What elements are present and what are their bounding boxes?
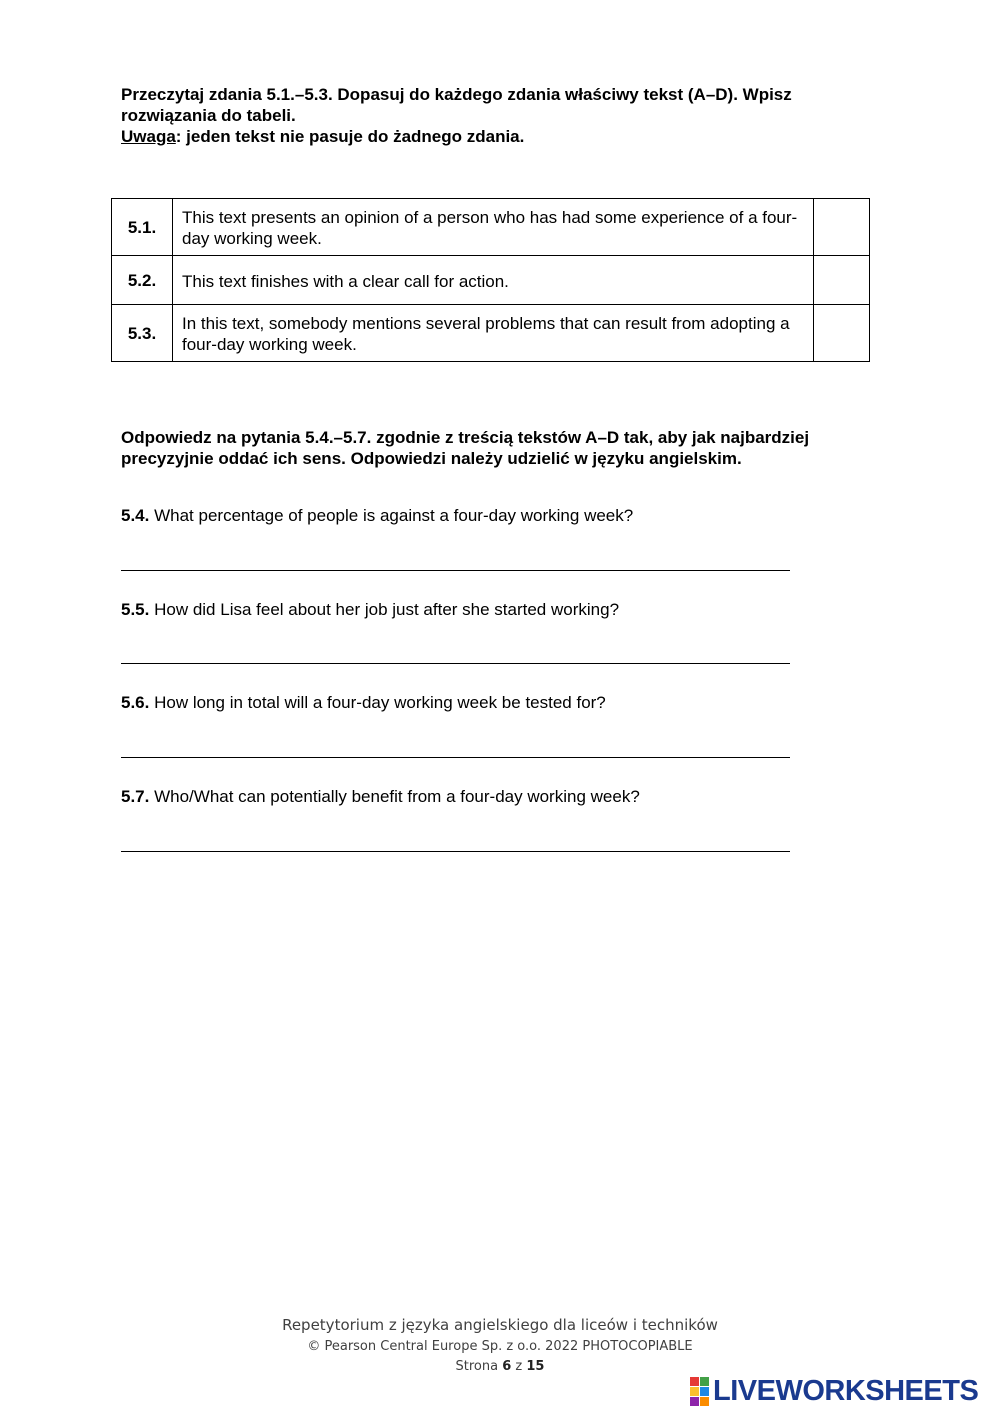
- question-number: 5.7.: [121, 787, 150, 806]
- question-number: 5.6.: [121, 693, 150, 712]
- row-text: This text presents an opinion of a person who has had some experience of a four-day working week.: [173, 199, 814, 256]
- footer-copyright: © Pearson Central Europe Sp. z o.o. 2022 PHOTOCOPIABLE: [307, 1339, 693, 1354]
- question-5-7: [121, 786, 640, 807]
- answer-cell: [814, 256, 870, 305]
- answer-input-5-1[interactable]: [814, 220, 873, 237]
- matching-table: [111, 198, 870, 362]
- instructions-part-2: Odpowiedz na pytania 5.4.–5.7. zgodnie z treścią tekstów A–D tak, aby jak najbardziej precyzyjnie oddać ich sens. Odpowiedzi należy udzielić w języku angielskim.: [121, 428, 810, 468]
- answer-line-5-7[interactable]: [121, 825, 790, 852]
- footer-title: Repetytorium z języka angielskiego dla liceów i techników: [282, 1316, 718, 1334]
- answer-input-5-3[interactable]: [814, 326, 873, 343]
- answer-cell: [814, 199, 870, 256]
- row-number: 5.1.: [112, 199, 173, 256]
- logo-block: [690, 1377, 699, 1386]
- question-5-6: [121, 692, 606, 713]
- question-text: What percentage of people is against a four-day working week?: [154, 506, 634, 525]
- logo-block: [700, 1397, 709, 1406]
- page-current: 6: [502, 1359, 512, 1374]
- instructions-line: Przeczytaj zdania 5.1.–5.3. Dopasuj do każdego zdania właściwy tekst (A–D). Wpisz rozwiązania do tabeli.: [121, 85, 792, 125]
- table-row: [112, 199, 870, 256]
- logo-block: [690, 1387, 699, 1396]
- table-row: [112, 305, 870, 362]
- instructions-note: [121, 126, 881, 147]
- answer-line-5-5[interactable]: [121, 637, 790, 664]
- answer-line-5-4[interactable]: [121, 544, 790, 571]
- question-text: How long in total will a four-day working week be tested for?: [154, 693, 606, 712]
- note-label: Uwaga: [121, 127, 176, 146]
- liveworksheets-logo: [690, 1373, 978, 1409]
- row-number: 5.3.: [112, 305, 173, 362]
- table-row: [112, 256, 870, 305]
- logo-block: [700, 1377, 709, 1386]
- answer-line-5-6[interactable]: [121, 731, 790, 758]
- question-5-5: [121, 599, 619, 620]
- question-number: 5.4.: [121, 506, 150, 525]
- page-separator: z: [515, 1359, 523, 1374]
- row-text: This text finishes with a clear call for action.: [173, 256, 814, 305]
- answer-input-5-2[interactable]: [814, 273, 873, 290]
- question-text: How did Lisa feel about her job just after she started working?: [154, 600, 620, 619]
- question-5-4: [121, 505, 633, 526]
- question-text: Who/What can potentially benefit from a four-day working week?: [154, 787, 640, 806]
- logo-block: [700, 1387, 709, 1396]
- page-total: 15: [526, 1359, 545, 1374]
- footer-page-number: [0, 1359, 1000, 1374]
- question-number: 5.5.: [121, 600, 150, 619]
- logo-text: LIVEWORKSHEETS: [713, 1374, 979, 1407]
- row-number: 5.2.: [112, 256, 173, 305]
- logo-blocks-icon: [690, 1377, 709, 1406]
- instructions-part-1: [121, 84, 881, 147]
- row-text: In this text, somebody mentions several problems that can result from adopting a four-day working week.: [173, 305, 814, 362]
- page-label: Strona: [455, 1359, 499, 1374]
- note-text: : jeden tekst nie pasuje do żadnego zdania.: [175, 127, 525, 146]
- logo-block: [690, 1397, 699, 1406]
- answer-cell: [814, 305, 870, 362]
